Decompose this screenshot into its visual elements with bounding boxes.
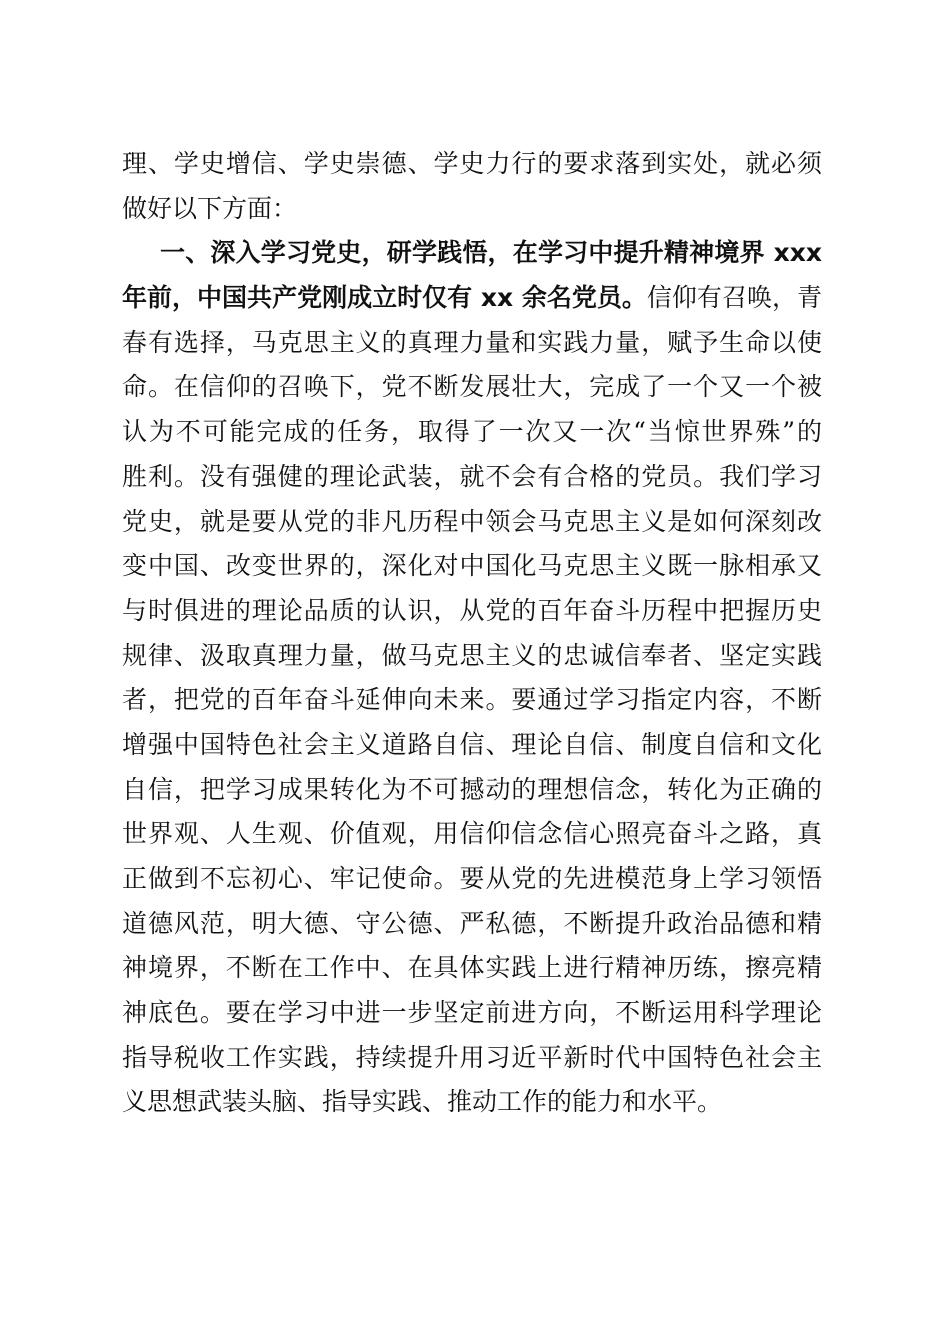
text-line-6: 命。在信仰的召唤下，党不断发展壮大，完成了一个又一个被 (122, 372, 822, 402)
text-line-1: 理、学史增信、学史崇德、学史力行的要求落到实处，就必须 (122, 149, 822, 178)
text-line-13: 者，把党的百年奋斗延伸向未来。要通过学习指定内容，不断 (122, 685, 822, 715)
text-line-18: 道德风范，明大德、守公德、严私德，不断提升政治品德和精 (122, 908, 822, 938)
text-line-4 (122, 276, 822, 321)
text-line-9: 党史，就是要从党的非凡历程中领会马克思主义是如何深刻改 (122, 506, 822, 536)
text-line-12: 规律、汲取真理力量，做马克思主义的忠诚信奉者、坚定实践 (122, 640, 822, 670)
text-line-16: 世界观、人生观、价值观，用信仰信念信心照亮奋斗之路，真 (122, 819, 822, 849)
body-text (122, 142, 822, 1125)
text-line-15: 自信，把学习成果转化为不可撼动的理想信念，转化为正确的 (122, 774, 822, 804)
text-line-21: 指导税收工作实践，持续提升用习近平新时代中国特色社会主 (122, 1042, 822, 1072)
text-line-14: 增强中国特色社会主义道路自信、理论自信、制度自信和文化 (122, 729, 822, 759)
text-line-2: 做好以下方面： (122, 193, 298, 223)
text-line-4-rest: 信仰有召唤，青 (646, 283, 822, 313)
text-line-7: 认为不可能完成的任务，取得了一次又一次“当惊世界殊”的 (122, 417, 822, 447)
text-line-17: 正做到不忘初心、牢记使命。要从党的先进模范身上学习领悟 (122, 864, 822, 893)
text-line-8: 胜利。没有强健的理论武装，就不会有合格的党员。我们学习 (122, 461, 822, 491)
text-line-5: 春有选择，马克思主义的真理力量和实践力量，赋予生命以使 (122, 327, 822, 357)
section-heading: 一、深入学习党史，研学践悟，在学习中提升精神境界 xxx (160, 238, 822, 268)
text-line-19: 神境界，不断在工作中、在具体实践上进行精神历练，擦亮精 (122, 953, 822, 983)
text-line-10: 变中国、改变世界的，深化对中国化马克思主义既一脉相承又 (122, 551, 822, 581)
text-line-22: 义思想武装头脑、指导实践、推动工作的能力和水平。 (122, 1087, 723, 1117)
heading-continuation: 年前，中国共产党刚成立时仅有 xx 余名党员。 (122, 283, 647, 313)
text-line-11: 与时俱进的理论品质的认识，从党的百年奋斗历程中把握历史 (122, 595, 822, 625)
text-line-20: 神底色。要在学习中进一步坚定前进方向，不断运用科学理论 (122, 998, 822, 1028)
